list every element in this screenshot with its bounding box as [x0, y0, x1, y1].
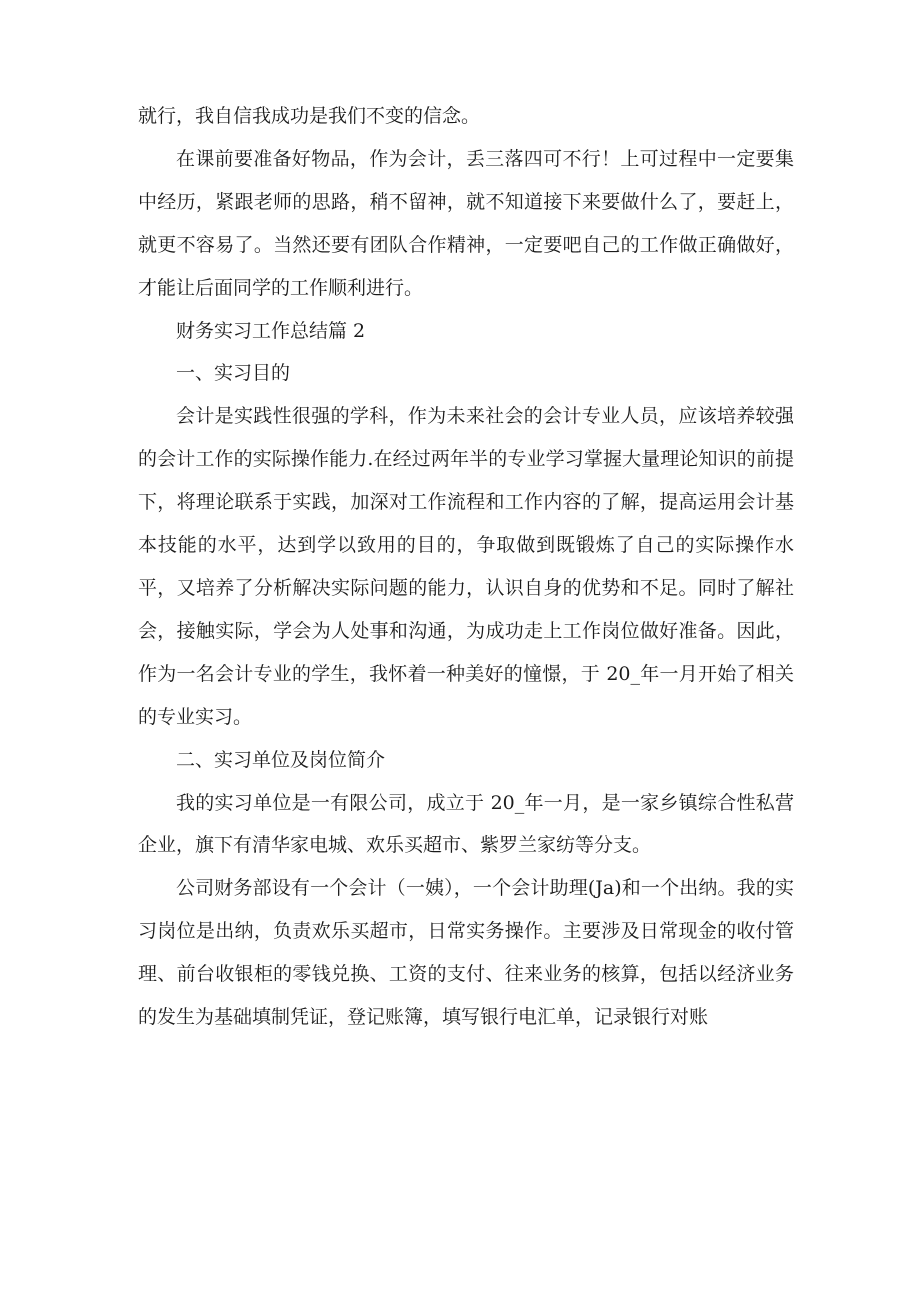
paragraph-position: 公司财务部设有一个会计（一姨），一个会计助理(Ja)和一个出纳。我的实习岗位是出纳，负责欢乐买超市，日常实务操作。主要涉及日常现金的收付管理、前台收银柜的零钱兑换、工资的支付、往来业务的核算，包括以经济业务的发生为基础填制凭证，登记账簿，填写银行电汇单，记录银行对账 — [138, 877, 794, 1029]
heading-internship-purpose: 一、实习目的 — [176, 362, 291, 385]
paragraph-preparation: 在课前要准备好物品，作为会计，丢三落四可不行！上可过程中一定要集中经历，紧跟老师的思路，稍不留神，就不知道接下来要做什么了，要赶上，就更不容易了。当然还要有团队合作精神，一定要吧自己的工作做正确做好，才能让后面同学的工作顺利进行。 — [138, 147, 794, 299]
paragraph-continuation: 就行，我自信我成功是我们不变的信念。 — [138, 105, 481, 127]
paragraph-unit: 我的实习单位是一有限公司，成立于 20_年一月，是一家乡镇综合性私营企业，旗下有清华家电城、欢乐买超市、紫罗兰家纺等分支。 — [138, 791, 794, 857]
section-title: 财务实习工作总结篇 2 — [176, 319, 366, 342]
document-body — [138, 95, 794, 1039]
heading-unit-and-position: 二、实习单位及岗位简介 — [176, 748, 386, 771]
paragraph-purpose: 会计是实践性很强的学科，作为未来社会的会计专业人员，应该培养较强的会计工作的实际操作能力.在经过两年半的专业学习掌握大量理论知识的前提下，将理论联系于实践，加深对工作流程和工作内容的了解，提高运用会计基本技能的水平，达到学以致用的目的，争取做到既锻炼了自己的实际操作水平，又培养了分析解决实际问题的能力，认识自身的优势和不足。同时了解社会，接触实际，学会为人处事和沟通，为成功走上工作岗位做好准备。因此，作为一名会计专业的学生，我怀着一种美好的憧憬，于 20_年一月开始了相关的专业实习。 — [138, 405, 794, 728]
